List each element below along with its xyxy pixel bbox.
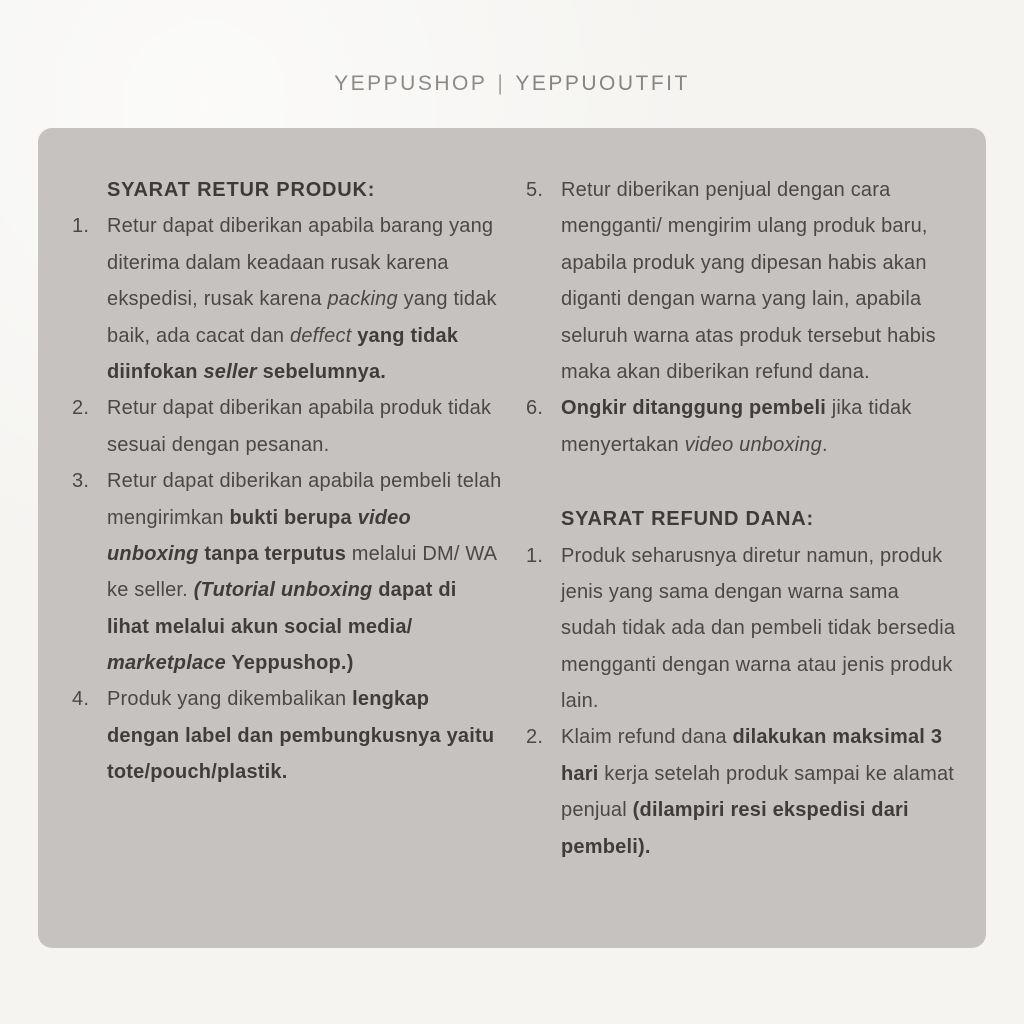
item-number: 3. [72,470,90,493]
brand-outfit: YEPPUOUTFIT [515,72,690,95]
terms-card [38,128,986,948]
item-text: Retur dapat diberikan apabila barang yang diterima dalam keadaan rusak karena ekspedisi, rusak karena packing yang tidak baik, ada cacat dan deffect yang tidak diinfokan seller sebelumnya. [107,215,497,383]
item-number: 4. [72,688,90,711]
item-text: Retur diberikan penjual dengan cara mengganti/ mengirim ulang produk baru, apabila produk yang dipesan habis akan diganti dengan warna yang lain, apabila seluruh warna atas produk tersebut habis maka akan diberikan refund dana. [561,179,936,383]
brand-divider: | [497,72,506,95]
item-number: 6. [526,397,544,420]
item-number: 5. [526,179,544,201]
list-item [526,719,958,865]
item-text: Klaim refund dana dilakukan maksimal 3 hari kerja setelah produk sampai ke alamat penjual (dilampiri resi ekspedisi dari pembeli). [561,726,955,858]
section-title-refund: SYARAT REFUND DANA: [561,508,814,531]
item-text: Retur dapat diberikan apabila pembeli telah mengirimkan bukti berupa video unboxing tanpa terputus melalui DM/ WA ke seller. (Tutorial unboxing dapat di lihat melalui akun social media/ marketplace Yeppushop.) [107,470,502,675]
list-item [526,538,958,720]
list-item [72,390,504,463]
item-text: Produk yang dikembalikan lengkap dengan label dan pembungkusnya yaitu tote/pouch/plastik. [107,688,495,784]
brand-shop: YEPPUSHOP [334,72,488,95]
item-text: Retur dapat diberikan apabila produk tidak sesuai dengan pesanan. [107,397,492,456]
item-text: Produk seharusnya diretur namun, produk jenis yang sama dengan warna sama sudah tidak ada dan pembeli tidak bersedia mengganti dengan warna atau jenis produk lain. [561,544,956,713]
brand-header [0,72,1024,96]
item-number: 1. [72,215,90,238]
list-item [72,208,504,390]
item-number: 1. [526,544,544,567]
list-item [72,463,504,681]
list-item [526,390,958,463]
left-column [72,172,504,908]
list-item [526,172,958,390]
item-number: 2. [72,397,90,420]
section-title-retur: SYARAT RETUR PRODUK: [107,179,376,201]
item-number: 2. [526,726,544,749]
list-item [72,681,504,790]
right-column [526,172,958,908]
item-text: Ongkir ditanggung pembeli jika tidak menyertakan video unboxing. [561,397,912,456]
